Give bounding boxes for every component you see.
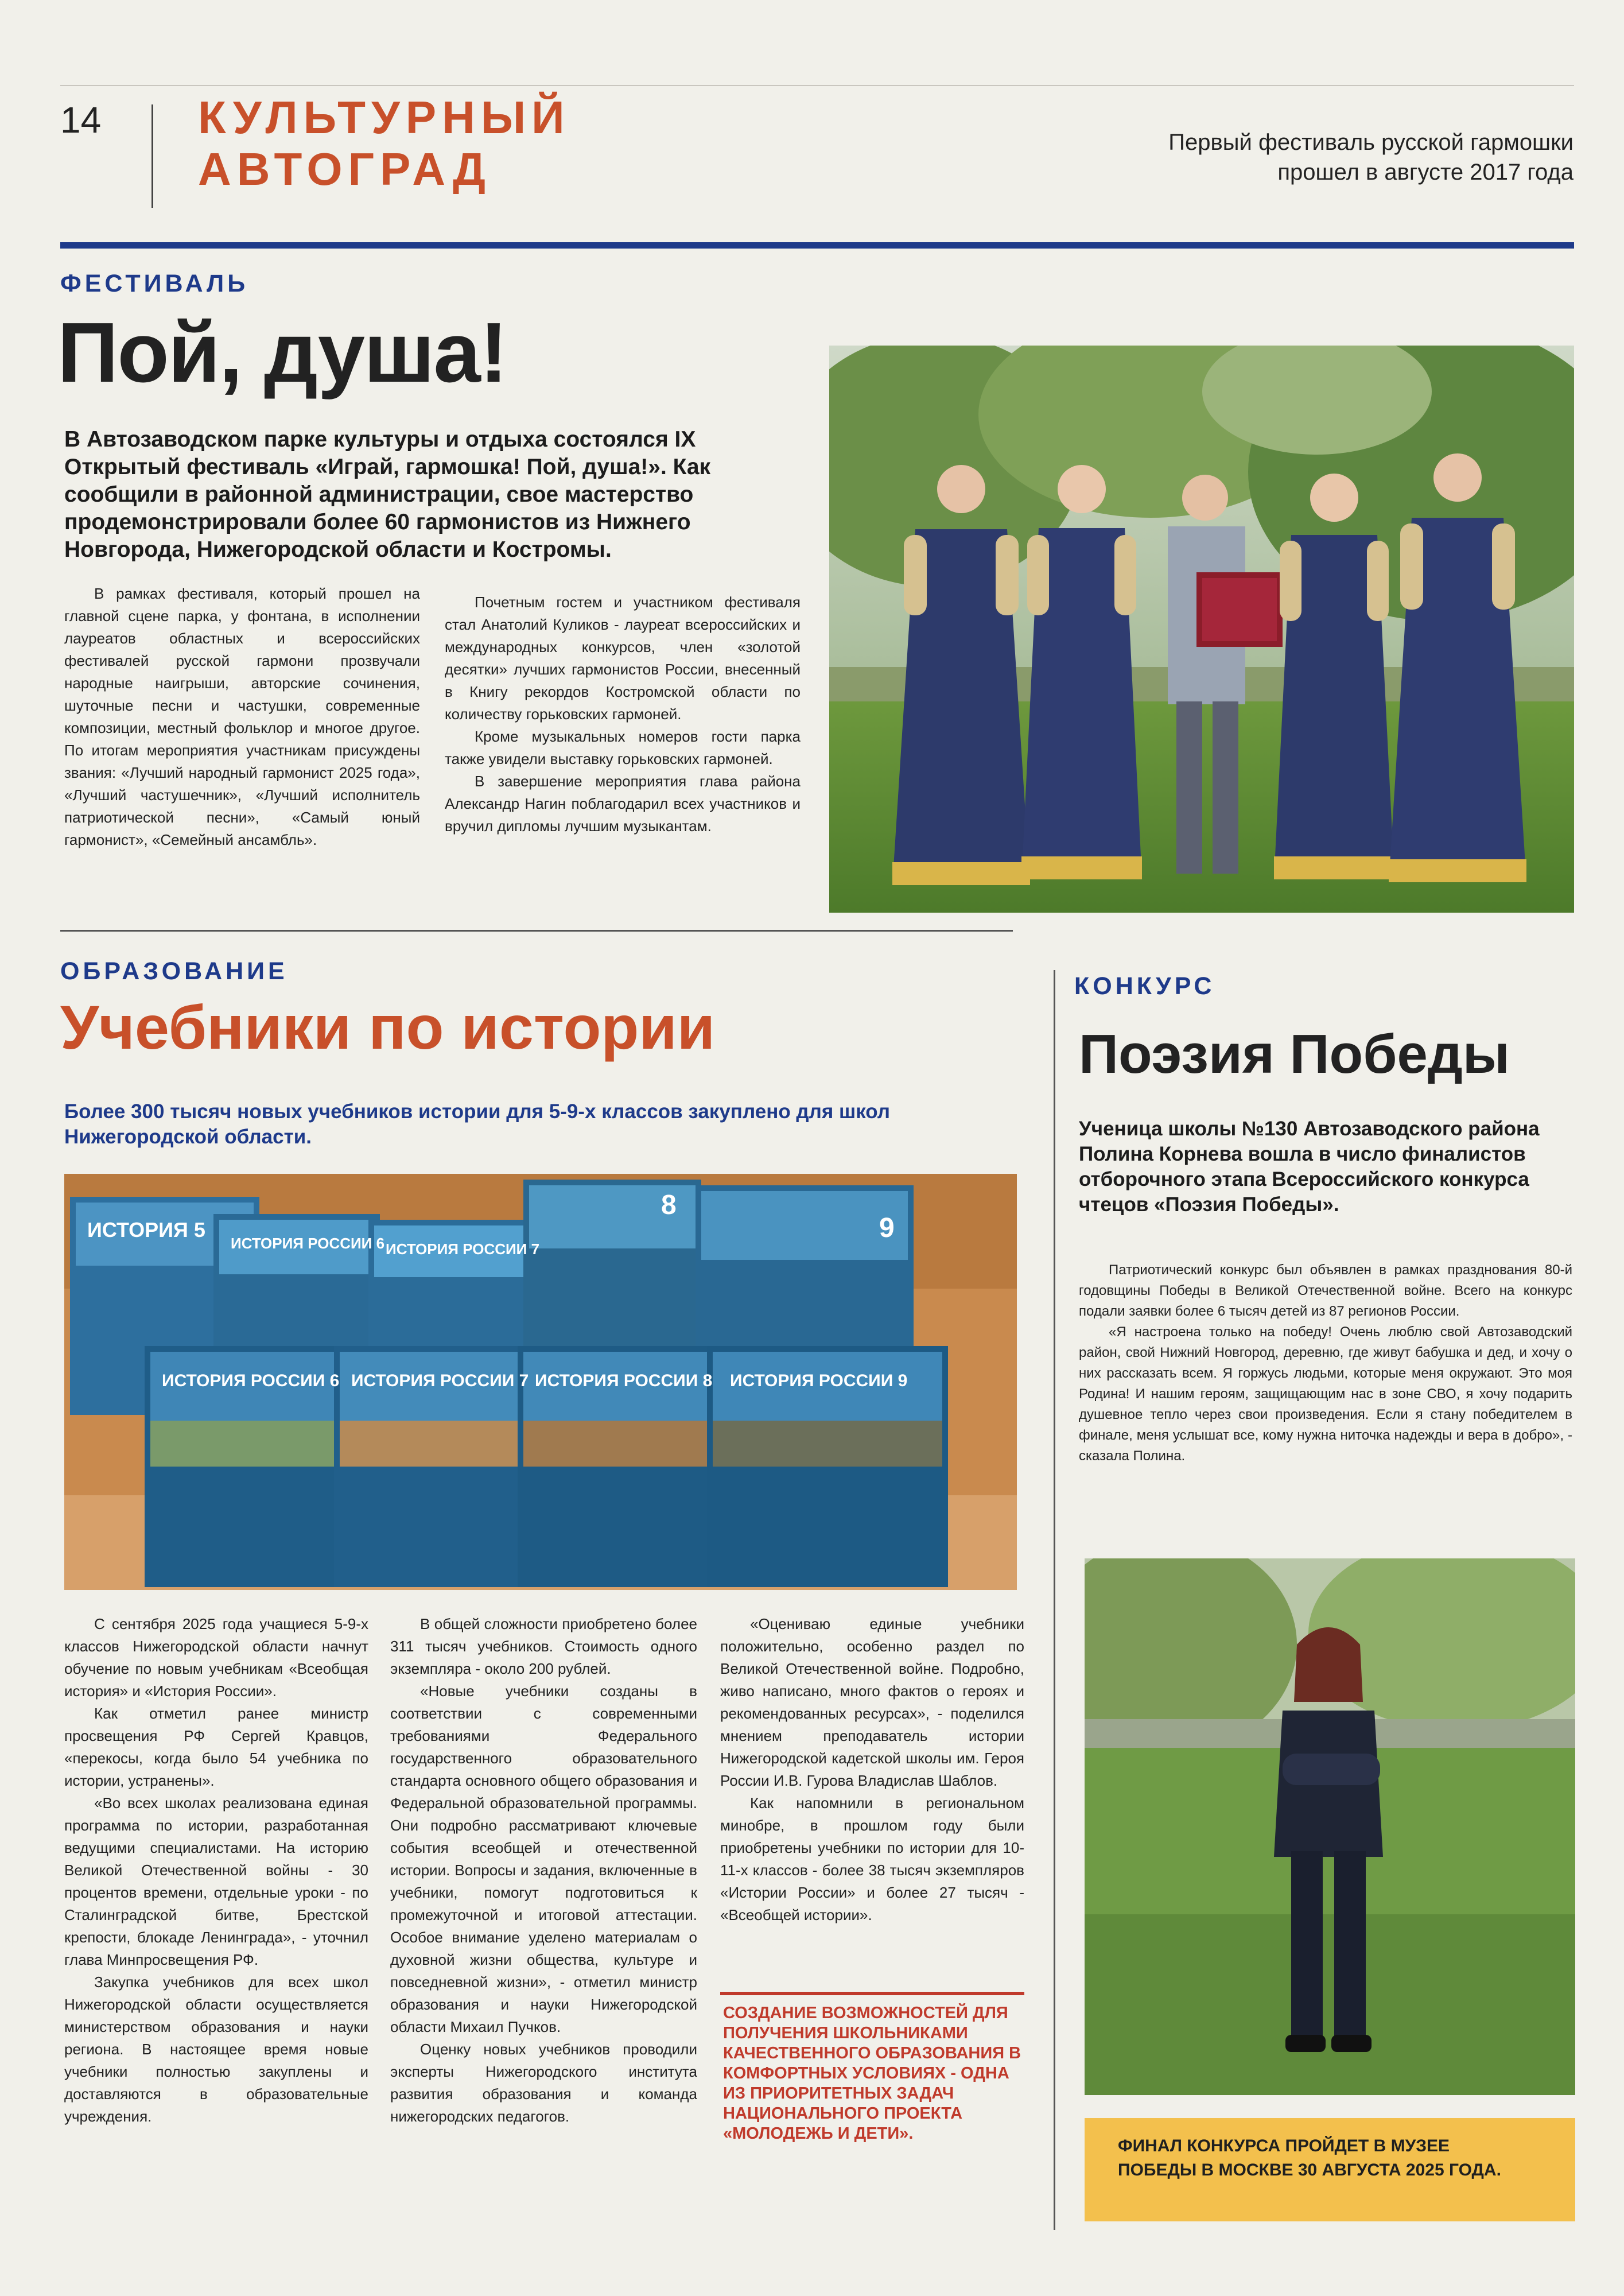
book-label-8: ИСТОРИЯ РОССИИ 9 — [730, 1371, 908, 1390]
header-top-rule — [60, 85, 1574, 86]
contest-title: Поэзия Победы — [1079, 1023, 1510, 1085]
contest-photo — [1085, 1558, 1575, 2095]
book-label-5: ИСТОРИЯ РОССИИ 6 — [162, 1371, 340, 1390]
education-rubric: ОБРАЗОВАНИЕ — [60, 957, 288, 985]
contest-rubric: КОНКУРС — [1074, 972, 1215, 1000]
education-col2-p1: В общей сложности приобретено более 311 тысяч учебников. Стоимость одного экземпляра - около 200 рублей. — [390, 1615, 697, 1677]
contest-body — [1079, 1260, 1572, 1467]
education-callout: СОЗДАНИЕ ВОЗМОЖНОСТЕЙ ДЛЯ ПОЛУЧЕНИЯ ШКОЛЬНИКАМИ КАЧЕСТВЕННОГО ОБРАЗОВАНИЯ В КОМФОРТНЫХ УСЛОВИЯХ - ОДНА ИЗ ПРИОРИТЕТНЫХ ЗАДАЧ НАЦИОНАЛЬНОГО ПРОЕКТА «МОЛОДЕЖЬ И ДЕТИ». — [723, 2004, 1021, 2143]
section-title-line2: АВТОГРАД — [198, 144, 492, 195]
festival-photo — [829, 346, 1574, 913]
book-label-2: ИСТОРИЯ РОССИИ 7 — [386, 1240, 540, 1258]
education-col1-p4: Закупка учебников для всех школ Нижегородской области осуществляется министерством образования и науки региона. В настоящее время новые учебники полностью закуплены и доставляются в образовательные учреждения. — [64, 1973, 368, 2125]
contest-lead: Ученица школы №130 Автозаводского района Полина Корнева вошла в число финалистов отборочного этапа Всероссийского конкурса чтецов «Поэзия Победы». — [1079, 1118, 1540, 1216]
education-col2-p2: «Новые учебники созданы в соответствии с современными требованиями Федерального государственного образовательного стандарта основного общего образования и Федеральной образовательной программы. Они подробно рассматривают ключевые события всеобщей и отечественной истории. Вопросы и задания, включенные в учебники, помогут подготовиться к промежуточной и итоговой аттестации. Особое внимание уделено материалам о духовной жизни общества, культуре и повседневной жизни», - отметил министр образования и науки Нижегородской области Михаил Пучков. — [390, 1682, 697, 2035]
festival-col1 — [64, 583, 420, 851]
education-col1 — [64, 1613, 368, 2128]
book-label-1: ИСТОРИЯ РОССИИ 6 — [231, 1235, 385, 1252]
festival-col2 — [445, 591, 801, 837]
textbooks-photo — [64, 1174, 1017, 1590]
section-title-line1: КУЛЬТУРНЫЙ — [198, 92, 570, 143]
education-col1-p2: Как отметил ранее министр просвещения РФ Сергей Кравцов, «перекосы, когда было 54 учебника по истории, устранены». — [64, 1705, 368, 1789]
education-callout-rule — [720, 1992, 1024, 1995]
textbooks-photo-illustration — [64, 1174, 1017, 1590]
contest-callout-box — [1085, 2118, 1575, 2221]
book-label-4: 9 — [879, 1213, 895, 1243]
header-note-line2: прошел в августе 2017 года — [1277, 160, 1574, 185]
education-title: Учебники по истории — [60, 992, 716, 1062]
festival-title: Пой, душа! — [57, 305, 507, 400]
header-note — [1057, 127, 1574, 187]
festival-col2-p3: В завершение мероприятия глава района Александр Нагин поблагодарил всех участников и вручил дипломы лучшим музыкантам. — [445, 773, 801, 835]
page-number: 14 — [60, 99, 102, 141]
education-col3 — [720, 1613, 1024, 1926]
festival-col2-p2: Кроме музыкальных номеров гости парка также увидели выставку горьковских гармоней. — [445, 728, 801, 767]
contest-photo-illustration — [1085, 1558, 1575, 2095]
section-title — [198, 92, 570, 195]
contest-p2: «Я настроена только на победу! Очень люблю свой Автозаводский район, свой Нижний Новгород, деревню, где живут бабушка и дед, и хочу о них рассказать всем. Я горжусь людьми, которые меня окружают. Это моя Родина! И нашим героям, защищающим нас в зоне СВО, я хочу подарить душевное тепло через свои произведения. Если я стану победителем в финале, меня услышат все, кому нужна ниточка надежды и вера в добро», - сказала Полина. — [1079, 1324, 1572, 1464]
festival-photo-illustration — [829, 346, 1574, 913]
header-blue-rule — [60, 242, 1574, 249]
contest-callout: ФИНАЛ КОНКУРСА ПРОЙДЕТ В МУЗЕЕ ПОБЕДЫ В МОСКВЕ 30 АВГУСТА 2025 ГОДА. — [1118, 2136, 1501, 2179]
book-label-3: 8 — [661, 1190, 677, 1220]
festival-rubric: ФЕСТИВАЛЬ — [60, 270, 249, 297]
header-divider — [151, 104, 153, 208]
book-label-6: ИСТОРИЯ РОССИИ 7 — [351, 1371, 529, 1390]
education-lead: Более 300 тысяч новых учебников истории для 5-9-х классов закуплено для школ Нижегородской области. — [64, 1100, 890, 1148]
section-divider-left — [60, 930, 1013, 932]
festival-col2-p1: Почетным гостем и участником фестиваля стал Анатолий Куликов - лауреат всероссийских и международных конкурсов, член «золотой десятки» лучших гармонистов России, внесенный в Книгу рекордов Костромской области по количеству горьковских гармоней. — [445, 594, 801, 723]
education-col2-p3: Оценку новых учебников проводили эксперты Нижегородского института развития образования и команда нижегородских педагогов. — [390, 2041, 697, 2125]
contest-p1: Патриотический конкурс был объявлен в рамках празднования 80-й годовщины Победы в Великой Отечественной войне. Всего на конкурс подали заявки более 6 тысяч детей из 87 регионов России. — [1079, 1262, 1572, 1319]
education-col3-p2: Как напомнили в региональном минобре, в прошлом году были приобретены учебники по истории для 10-11-х классов - более 38 тысяч экземпляров «Истории России» и более 27 тысяч - «Всеобщей истории». — [720, 1794, 1024, 1923]
education-col1-p3: «Во всех школах реализована единая программа по истории, разработанная ведущими специалистами. На историю Великой Отечественной войны - 30 процентов времени, отдельные уроки - по Сталинградской битве, Брестской крепости, блокаде Ленинграда», - уточнил глава Минпросвещения РФ. — [64, 1794, 368, 1968]
book-label-7: ИСТОРИЯ РОССИИ 8 — [535, 1371, 713, 1390]
book-label-0: ИСТОРИЯ 5 — [87, 1218, 205, 1242]
column-divider — [1054, 970, 1055, 2230]
education-col1-p1: С сентября 2025 года учащиеся 5-9-х классов Нижегородской области начнут обучение по новым учебникам «Всеобщая история» и «История России». — [64, 1615, 368, 1700]
education-col2 — [390, 1613, 697, 2128]
education-col3-p1: «Оцениваю единые учебники положительно, особенно раздел по Великой Отечественной войне. Подробно, живо написано, много фактов о героях и рекомендованных ресурсах», - поделился мнением преподаватель истории Нижегородской кадетской школы им. Героя России И.В. Гурова Владислав Шаблов. — [720, 1615, 1024, 1789]
festival-lead: В Автозаводском парке культуры и отдыха состоялся IX Открытый фестиваль «Играй, гармошка! Пой, душа!». Как сообщили в районной администрации, свое мастерство продемонстрировали более 60 гармонистов из Нижнего Новгорода, Нижегородской области и Костромы. — [64, 427, 711, 562]
festival-col1-p1: В рамках фестиваля, который прошел на главной сцене парка, у фонтана, в исполнении лауреатов областных и всероссийских фестивалей русской гармони прозвучали народные наигрыши, авторские сочинения, шуточные песни и частушки, современные композиции, местный фольклор и многое другое. По итогам мероприятия участникам присуждены звания: «Лучший народный гармонист 2025 года», «Лучший частушечник», «Лучший исполнитель патриотической песни», «Самый юный гармонист», «Семейный ансамбль». — [64, 585, 420, 848]
header-note-line1: Первый фестиваль русской гармошки — [1168, 130, 1574, 155]
